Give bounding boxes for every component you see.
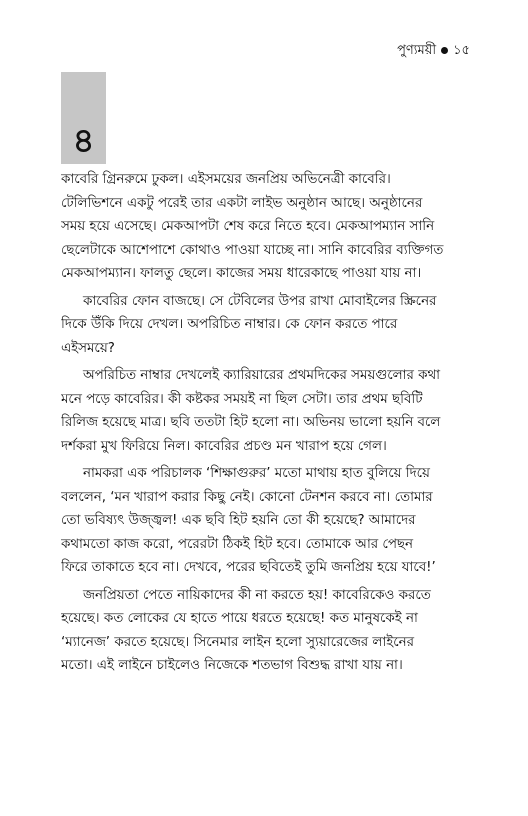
text-line: কাবেরি গ্রিনরুমে ঢুকল। এইসময়ের জনপ্রিয় অভিনেত্রী কাবেরি। [61,172,391,187]
text-line: বললেন, ‘মন খারাপ করার কিছু নেই। কোনো টেনশন করবে না। তোমার [61,489,433,505]
body-text [61,168,469,682]
text-line: সময় হয়ে এসেছে। মেকআপটা শেষ করে নিতে হবে। মেকআপম্যান সানি [61,219,435,234]
running-header [397,42,470,60]
text-line: অপরিচিত নাম্বার দেখলেই ক্যারিয়ারের প্রথমদিকের সময়গুলোর কথা [83,368,440,383]
text-line: মনে পড়ে কাবেরির। কী কষ্টকর সময়ই না ছিল সেটা। তার প্রথম ছবিটি [61,391,423,407]
text-line: তো ভবিষ্যৎ উজ্জ্বল! এক ছবি হিট হয়নি তো কী হয়েছে? আমাদের [61,513,416,528]
text-line: এইসময়ে? [61,340,115,356]
text-line: ‘ম্যানেজ’ করতে হয়েছে। সিনেমার লাইন হলো স্যুয়ারেজের লাইনের [61,634,414,650]
bullet-dot-icon [441,47,448,54]
paragraph-4 [61,462,469,580]
text-line: জনপ্রিয়তা পেতে নায়িকাদের কী না করতে হয়! কাবেরিকেও করতে [83,587,431,603]
text-line: ছেলেটাকে আশেপাশে কোথাও পাওয়া যাচ্ছে না। সানি কাবেরির ব্যক্তিগত [61,242,444,258]
paragraph-1 [61,168,469,286]
paragraph-2 [61,290,469,361]
text-line: রিলিজ হয়েছে মাত্র। ছবি ততটা হিট হলো না। অভিনয় ভালো হয়নি বলে [61,415,441,430]
text-line: কথামতো কাজ করো, পরেরটা ঠিকই হিট হবে। তোমাকে আর পেছন [61,536,414,552]
chapter-marker [61,72,106,164]
page-number: ১৫ [453,43,470,58]
text-line: হয়েছে। কত লোকের যে হাতে পায়ে ধরতে হয়েছে! কত মানুষকেই না [61,611,418,626]
paragraph-3 [61,364,469,458]
text-line: ফিরে তাকাতে হবে না। দেখবে, পরের ছবিতেই তুমি জনপ্রিয় হয়ে যাবে!’ [61,560,436,575]
text-line: কাবেরির ফোন বাজছে। সে টেবিলের উপর রাখা মোবাইলের স্ক্রিনের [83,293,437,309]
text-line: মেকআপম্যান। ফালতু ছেলে। কাজের সময় ধারেকাছে পাওয়া যায় না। [61,266,422,281]
text-line: দিকে উঁকি দিয়ে দেখল। অপরিচিত নাম্বার। কে ফোন করতে পারে [61,317,398,332]
paragraph-5 [61,584,469,678]
chapter-number: ৪ [72,121,95,161]
text-line: নামকরা এক পরিচালক ‘শিক্ষাগুরুর’ মতো মাথায় হাত বুলিয়ে দিয়ে [83,466,430,481]
text-line: দর্শকরা মুখ ফিরিয়ে নিল। কাবেরির প্রচণ্ড মন খারাপ হয়ে গেল। [61,438,387,454]
text-line: মতো। এই লাইনে চাইলেও নিজেকে শতভাগ বিশুদ্ধ রাখা যায় না। [61,658,403,673]
text-line: টেলিভিশনে একটু পরেই তার একটা লাইভ অনুষ্ঠান আছে। অনুষ্ঠানের [61,195,423,211]
book-title: পুণ্যময়ী [397,43,437,58]
